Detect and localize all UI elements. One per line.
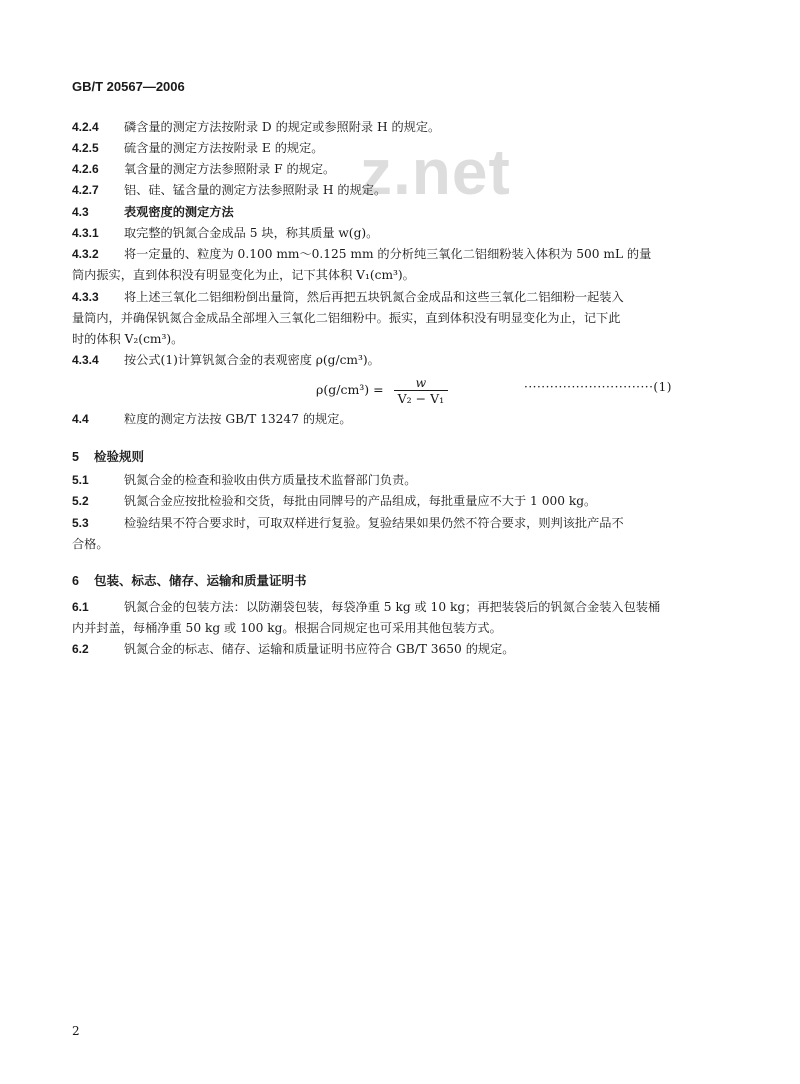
clause-4-3-heading bbox=[72, 204, 234, 220]
clause-text: 粒度的测定方法按 GB/T 13247 的规定。 bbox=[124, 412, 352, 426]
clause-5-3-continued: 合格。 bbox=[72, 537, 109, 551]
clause-number: 5.1 bbox=[72, 473, 89, 487]
clause-4-3-4 bbox=[72, 352, 380, 368]
formula-fraction bbox=[394, 375, 449, 406]
clause-number: 4.3.3 bbox=[72, 290, 99, 304]
clause-text: 铝、硅、锰含量的测定方法参照附录 H 的规定。 bbox=[124, 183, 387, 197]
clause-number: 6.2 bbox=[72, 642, 89, 656]
clause-5-3 bbox=[72, 515, 624, 531]
formula-denominator: V₂ − V₁ bbox=[397, 391, 445, 406]
clause-number: 4.3.2 bbox=[72, 247, 99, 261]
section-5-heading bbox=[72, 447, 144, 465]
clause-text: 按公式(1)计算钒氮合金的表观密度 ρ(g/cm³)。 bbox=[124, 353, 380, 367]
clause-4-2-4 bbox=[72, 119, 440, 135]
clause-number: 5.3 bbox=[72, 516, 89, 530]
clause-number: 6.1 bbox=[72, 600, 89, 614]
section-6-heading bbox=[72, 571, 307, 589]
clause-4-4 bbox=[72, 411, 352, 427]
clause-number: 4.2.5 bbox=[72, 141, 99, 155]
clause-text: 将上述三氧化二铝细粉倒出量筒，然后再把五块钒氮合金成品和这些三氧化二铝细粉一起装入 bbox=[124, 290, 624, 304]
watermark: z.net bbox=[360, 136, 511, 208]
section-number: 5 bbox=[72, 450, 79, 464]
clause-4-3-3-continued: 量筒内，并确保钒氮合金成品全部埋入三氧化二铝细粉中。振实，直到体积没有明显变化为止，记下此 bbox=[72, 311, 621, 325]
clause-6-1 bbox=[72, 599, 660, 615]
clause-5-2 bbox=[72, 493, 596, 509]
section-title: 检验规则 bbox=[94, 449, 145, 464]
clause-text: 表观密度的测定方法 bbox=[124, 205, 234, 219]
clause-4-2-7 bbox=[72, 182, 386, 198]
clause-number: 4.2.6 bbox=[72, 162, 99, 176]
clause-number: 5.2 bbox=[72, 494, 89, 508]
clause-number: 4.2.4 bbox=[72, 120, 99, 134]
clause-text: 硫含量的测定方法按附录 E 的规定。 bbox=[124, 141, 324, 155]
clause-4-3-2-continued: 筒内振实，直到体积没有明显变化为止，记下其体积 V₁(cm³)。 bbox=[72, 268, 415, 282]
clause-text: 磷含量的测定方法按附录 D 的规定或参照附录 H 的规定。 bbox=[124, 120, 441, 134]
formula-lhs: ρ(g/cm³) = bbox=[316, 382, 384, 397]
clause-text: 将一定量的、粒度为 0.100 mm～0.125 mm 的分析纯三氧化二铝细粉装入体积为 500 mL 的量 bbox=[124, 247, 652, 261]
clause-4-2-5 bbox=[72, 140, 323, 156]
clause-number: 4.3 bbox=[72, 205, 89, 219]
formula-numerator: w bbox=[394, 375, 449, 391]
standard-code-header: GB/T 20567—2006 bbox=[72, 79, 185, 94]
clause-4-3-3 bbox=[72, 289, 624, 305]
clause-4-2-6 bbox=[72, 161, 335, 177]
clause-text: 钒氮合金的包装方法：以防潮袋包装，每袋净重 5 kg 或 10 kg；再把装袋后的钒氮合金装入包装桶 bbox=[124, 600, 661, 614]
clause-6-1-continued: 内并封盖，每桶净重 50 kg 或 100 kg。根据合同规定也可采用其他包装方式。 bbox=[72, 621, 502, 635]
clause-number: 4.2.7 bbox=[72, 183, 99, 197]
equation-number: ······························(1) bbox=[524, 380, 672, 394]
clause-text: 钒氮合金的检查和验收由供方质量技术监督部门负责。 bbox=[124, 473, 417, 487]
clause-4-3-2 bbox=[72, 246, 651, 262]
section-title: 包装、标志、储存、运输和质量证明书 bbox=[94, 573, 307, 588]
clause-text: 钒氮合金应按批检验和交货，每批由同牌号的产品组成，每批重量应不大于 1 000 kg。 bbox=[124, 494, 597, 508]
clause-number: 4.3.1 bbox=[72, 226, 99, 240]
clause-number: 4.4 bbox=[72, 412, 89, 426]
clause-5-1 bbox=[72, 472, 417, 488]
clause-4-3-3-continued: 时的体积 V₂(cm³)。 bbox=[72, 332, 184, 346]
clause-6-2 bbox=[72, 641, 514, 657]
clause-text: 钒氮合金的标志、储存、运输和质量证明书应符合 GB/T 3650 的规定。 bbox=[124, 642, 515, 656]
clause-number: 4.3.4 bbox=[72, 353, 99, 367]
page-number: 2 bbox=[72, 1024, 80, 1038]
clause-text: 取完整的钒氮合金成品 5 块，称其质量 w(g)。 bbox=[124, 226, 379, 240]
clause-text: 氧含量的测定方法参照附录 F 的规定。 bbox=[124, 162, 336, 176]
clause-text: 检验结果不符合要求时，可取双样进行复验。复验结果如果仍然不符合要求，则判该批产品不 bbox=[124, 516, 624, 530]
section-number: 6 bbox=[72, 574, 79, 588]
clause-4-3-1 bbox=[72, 225, 378, 241]
density-formula bbox=[316, 375, 448, 406]
